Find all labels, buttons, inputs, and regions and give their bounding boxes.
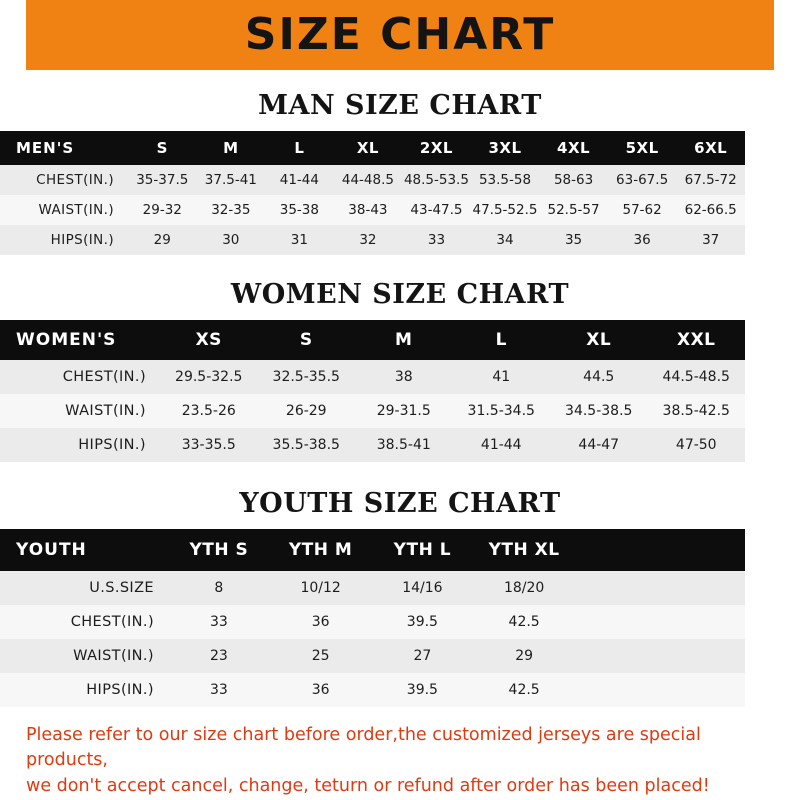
table-row (0, 673, 745, 707)
man-size-table-wrap (0, 131, 800, 255)
table-cell: 33 (209, 682, 228, 698)
column-header: YTH XL (488, 540, 560, 560)
row-label: HIPS(IN.) (86, 682, 154, 698)
table-cell: 37 (702, 232, 720, 248)
table-cell: 44-48.5 (341, 172, 394, 188)
youth-size-table-wrap (0, 529, 800, 707)
table-cell: 29.5-32.5 (175, 369, 243, 385)
row-label: CHEST(IN.) (70, 614, 154, 630)
table-cell: 67.5-72 (684, 172, 737, 188)
page-title: SIZE CHART (244, 9, 556, 60)
row-label: U.S.SIZE (89, 580, 154, 596)
table-cell: 38-43 (348, 202, 388, 218)
table-row (0, 428, 745, 462)
table-cell: 47.5-52.5 (472, 202, 538, 218)
row-label: HIPS(IN.) (78, 437, 146, 453)
table-cell-empty (575, 673, 745, 707)
column-header: S (156, 139, 168, 157)
women-size-table (0, 320, 745, 462)
table-row (0, 571, 745, 605)
youth-size-table (0, 529, 745, 707)
column-header: S (299, 330, 313, 350)
table-row (0, 605, 745, 639)
table-cell: 25 (311, 648, 330, 664)
table-row (0, 639, 745, 673)
table-cell: 35-37.5 (136, 172, 189, 188)
column-header: 5XL (625, 139, 659, 157)
table-cell: 10/12 (300, 580, 341, 596)
column-header: XXL (676, 330, 716, 350)
table-row (0, 165, 745, 195)
column-header: 2XL (419, 139, 453, 157)
table-cell: 43-47.5 (410, 202, 463, 218)
column-header: WOMEN'S (16, 330, 117, 350)
row-label: WAIST(IN.) (38, 202, 114, 218)
women-size-table-wrap (0, 320, 800, 462)
table-cell-empty (575, 639, 745, 673)
table-cell-empty (575, 605, 745, 639)
note-line-2: we don't accept cancel, change, teturn or refund after order has been placed! (26, 775, 710, 796)
table-cell: 33-35.5 (181, 437, 236, 453)
table-cell: 30 (222, 232, 240, 248)
table-cell: 36 (633, 232, 651, 248)
table-cell-empty (575, 571, 745, 605)
table-cell: 23.5-26 (181, 403, 236, 419)
table-cell: 44-47 (578, 437, 620, 453)
table-cell: 31.5-34.5 (467, 403, 535, 419)
banner-left-edge (0, 0, 26, 70)
column-header: XL (356, 139, 379, 157)
table-cell: 31 (290, 232, 308, 248)
row-label: WAIST(IN.) (65, 403, 146, 419)
table-cell: 39.5 (406, 614, 438, 630)
column-header: L (294, 139, 305, 157)
note-line-1: Please refer to our size chart before order,the customized jerseys are special products, (26, 725, 701, 771)
table-cell: 35.5-38.5 (272, 437, 340, 453)
row-label: CHEST(IN.) (36, 172, 114, 188)
banner-right-edge (774, 0, 800, 70)
table-row (0, 394, 745, 428)
table-cell: 34.5-38.5 (565, 403, 633, 419)
table-cell: 53.5-58 (478, 172, 532, 188)
table-row (0, 225, 745, 255)
table-cell: 29 (515, 648, 534, 664)
table-cell: 23 (209, 648, 228, 664)
table-cell: 26-29 (285, 403, 327, 419)
table-cell: 32 (359, 232, 377, 248)
table-cell: 37.5-41 (204, 172, 257, 188)
column-header: YTH L (393, 540, 452, 560)
table-cell: 8 (214, 580, 224, 596)
table-cell: 35 (564, 232, 583, 248)
column-header: YTH S (189, 540, 249, 560)
row-label: WAIST(IN.) (73, 648, 154, 664)
column-header: XL (586, 330, 612, 350)
page-banner (0, 0, 800, 70)
table-row (0, 360, 745, 394)
table-cell: 36 (311, 614, 330, 630)
row-label: CHEST(IN.) (62, 369, 146, 385)
table-cell: 35-38 (279, 202, 319, 218)
table-header-row (0, 320, 745, 360)
women-section-heading: WOMEN SIZE CHART (230, 279, 570, 310)
man-section-heading: MAN SIZE CHART (258, 90, 542, 121)
table-cell: 48.5-53.5 (403, 172, 469, 188)
table-cell: 33 (209, 614, 228, 630)
table-header-row (0, 529, 745, 571)
table-cell: 38.5-42.5 (662, 403, 730, 419)
table-cell: 14/16 (402, 580, 443, 596)
table-row (0, 195, 745, 225)
table-cell: 57-62 (622, 202, 662, 218)
table-cell: 18/20 (503, 580, 545, 596)
table-cell: 42.5 (508, 682, 540, 698)
column-header-empty (575, 529, 745, 571)
column-header: XS (195, 330, 222, 350)
row-label: HIPS(IN.) (50, 232, 114, 248)
table-cell: 41-44 (480, 437, 522, 453)
column-header: M (395, 330, 413, 350)
table-cell: 33 (427, 232, 446, 248)
table-cell: 52.5-57 (547, 202, 600, 218)
column-header: L (495, 330, 507, 350)
table-cell: 63-67.5 (616, 172, 669, 188)
table-cell: 47-50 (675, 437, 717, 453)
column-header: 6XL (694, 139, 728, 157)
table-cell: 36 (311, 682, 330, 698)
table-cell: 34 (496, 232, 514, 248)
table-cell: 44.5-48.5 (662, 369, 730, 385)
table-cell: 32-35 (211, 202, 251, 218)
column-header: YTH M (288, 540, 353, 560)
table-cell: 38.5-41 (376, 437, 431, 453)
table-cell: 29-31.5 (376, 403, 431, 419)
table-cell: 42.5 (508, 614, 540, 630)
column-header: MEN'S (16, 139, 75, 157)
table-cell: 29 (153, 232, 171, 248)
table-cell: 27 (413, 648, 432, 664)
table-cell: 58-63 (553, 172, 594, 188)
column-header: YOUTH (16, 540, 87, 560)
table-cell: 39.5 (406, 682, 438, 698)
table-header-row (0, 131, 745, 165)
order-policy-note (26, 723, 774, 799)
table-cell: 62-66.5 (684, 202, 737, 218)
youth-section-heading: YOUTH SIZE CHART (239, 488, 561, 519)
column-header: 4XL (557, 139, 591, 157)
table-cell: 38 (394, 369, 413, 385)
table-cell: 44.5 (583, 369, 615, 385)
man-size-table (0, 131, 745, 255)
table-cell: 29-32 (142, 202, 182, 218)
table-cell: 32.5-35.5 (272, 369, 340, 385)
column-header: M (223, 139, 239, 157)
column-header: 3XL (488, 139, 522, 157)
table-cell: 41 (492, 369, 511, 385)
table-cell: 41-44 (279, 172, 319, 188)
